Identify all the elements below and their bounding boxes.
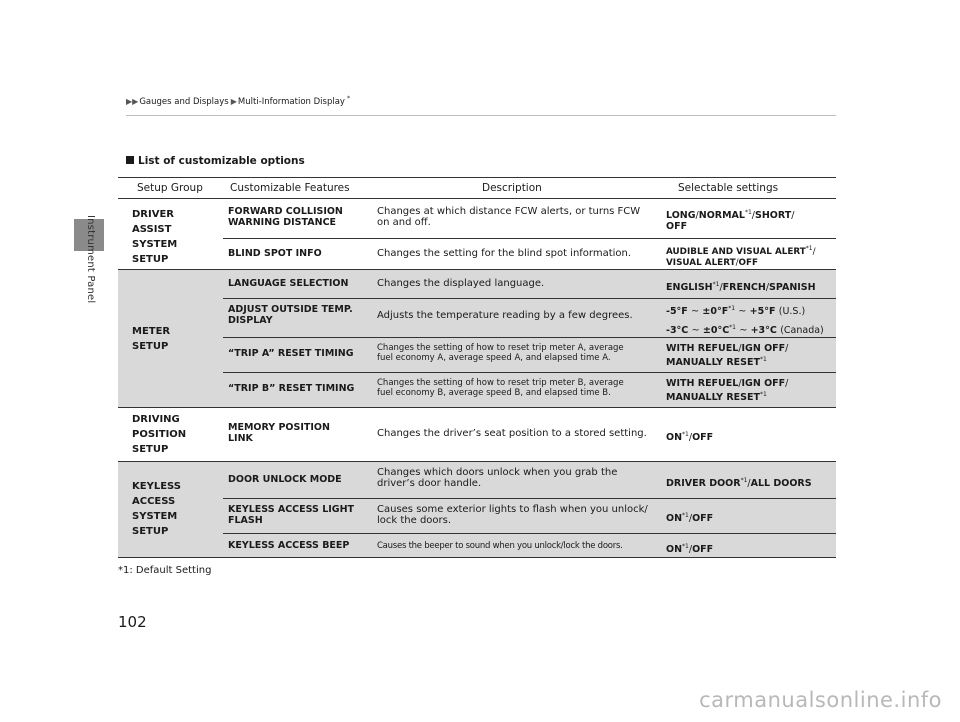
settings-keyless-light: ON$^{*1}$/OFF <box>666 512 714 525</box>
settings-trip-a: WITH REFUEL/IGN OFF/ MANUALLY RESET$^{*1}$ <box>666 343 789 369</box>
watermark: carmanualsonline.info <box>699 688 942 712</box>
row-divider <box>223 533 836 534</box>
header-rule <box>126 115 836 116</box>
description-blind-spot: Changes the setting for the blind spot information. <box>377 248 632 259</box>
description-memory-position: Changes the driver’s seat position to a stored setting. <box>377 428 647 439</box>
feature-language: LANGUAGE SELECTION <box>228 278 349 289</box>
group-divider <box>118 269 836 270</box>
header-description: Description <box>482 182 542 194</box>
settings-blind-spot: AUDIBLE AND VISUAL ALERT$^{*1}$/ VISUAL ALERT/OFF <box>666 245 816 268</box>
header-customizable-features: Customizable Features <box>230 182 350 194</box>
section-title-text: List of customizable options <box>138 155 305 167</box>
table-bottom-rule <box>118 557 836 558</box>
feature-door-unlock: DOOR UNLOCK MODE <box>228 474 342 485</box>
row-divider <box>223 372 836 373</box>
page-number: 102 <box>118 613 147 631</box>
breadcrumb-arrow-icon: ▶ <box>230 96 237 106</box>
breadcrumb-mark: * <box>346 95 350 102</box>
section-title <box>126 155 305 167</box>
group-divider <box>118 407 836 408</box>
row-divider <box>223 238 836 239</box>
feature-trip-a: “TRIP A” RESET TIMING <box>228 348 354 359</box>
settings-memory-position: ON$^{*1}$/OFF <box>666 431 714 444</box>
header-selectable-settings: Selectable settings <box>678 182 779 194</box>
group-driver-assist: DRIVER ASSIST SYSTEM SETUP <box>132 209 178 265</box>
breadcrumb-link-mid[interactable]: Multi-Information Display <box>237 96 345 107</box>
description-outside-temp: Adjusts the temperature reading by a few degrees. <box>377 310 633 321</box>
chapter-label: Instrument Panel <box>85 215 96 304</box>
group-meter: METER SETUP <box>132 326 171 352</box>
settings-fcw: LONG/NORMAL$^{*1}$/SHORT/ OFF <box>666 209 795 233</box>
description-keyless-beep: Causes the beeper to sound when you unlock/lock the doors. <box>377 541 623 551</box>
feature-outside-temp: ADJUST OUTSIDE TEMP. DISPLAY <box>228 304 353 326</box>
table-header <box>118 177 836 199</box>
feature-fcw: FORWARD COLLISION WARNING DISTANCE <box>228 206 343 228</box>
header-setup-group: Setup Group <box>137 182 203 194</box>
breadcrumb-arrow-icon: ▶▶ <box>126 96 139 106</box>
square-bullet-icon <box>126 156 134 164</box>
settings-keyless-beep: ON$^{*1}$/OFF <box>666 543 714 556</box>
footnote: *1: Default Setting <box>118 565 212 576</box>
row-divider <box>223 498 836 499</box>
description-keyless-light: Causes some exterior lights to flash when you unlock/ lock the doors. <box>377 504 648 526</box>
feature-memory-position: MEMORY POSITION LINK <box>228 422 330 444</box>
feature-blind-spot: BLIND SPOT INFO <box>228 248 322 259</box>
feature-keyless-light: KEYLESS ACCESS LIGHT FLASH <box>228 504 355 526</box>
settings-door-unlock: DRIVER DOOR$^{*1}$/ALL DOORS <box>666 477 812 490</box>
description-fcw: Changes at which distance FCW alerts, or turns FCW on and off. <box>377 206 641 228</box>
group-divider <box>118 461 836 462</box>
group-keyless: KEYLESS ACCESS SYSTEM SETUP <box>132 481 181 537</box>
breadcrumb <box>126 95 350 107</box>
group-driving-position: DRIVING POSITION SETUP <box>132 414 187 455</box>
description-door-unlock: Changes which doors unlock when you grab the driver’s door handle. <box>377 467 618 489</box>
description-language: Changes the displayed language. <box>377 278 545 289</box>
description-trip-a: Changes the setting of how to reset trip meter A, average fuel economy A, average speed A, and elapsed time A. <box>377 343 624 363</box>
description-trip-b: Changes the setting of how to reset trip meter B, average fuel economy B, average speed B, and elapsed time B. <box>377 378 624 398</box>
breadcrumb-link-gauges[interactable]: Gauges and Displays <box>139 96 229 107</box>
settings-language: ENGLISH$^{*1}$/FRENCH/SPANISH <box>666 281 816 294</box>
feature-trip-b: “TRIP B” RESET TIMING <box>228 383 355 394</box>
row-divider <box>223 298 836 299</box>
settings-trip-b: WITH REFUEL/IGN OFF/ MANUALLY RESET$^{*1}$ <box>666 378 789 404</box>
feature-keyless-beep: KEYLESS ACCESS BEEP <box>228 540 350 551</box>
settings-outside-temp: -5°F ~ $\pm 0^\circ F^{*1}$ ~ +5°F (U.S.) -3°C ~ $\pm 0^\circ C^{*1}$ ~ +3°C (Canada) <box>666 305 824 337</box>
